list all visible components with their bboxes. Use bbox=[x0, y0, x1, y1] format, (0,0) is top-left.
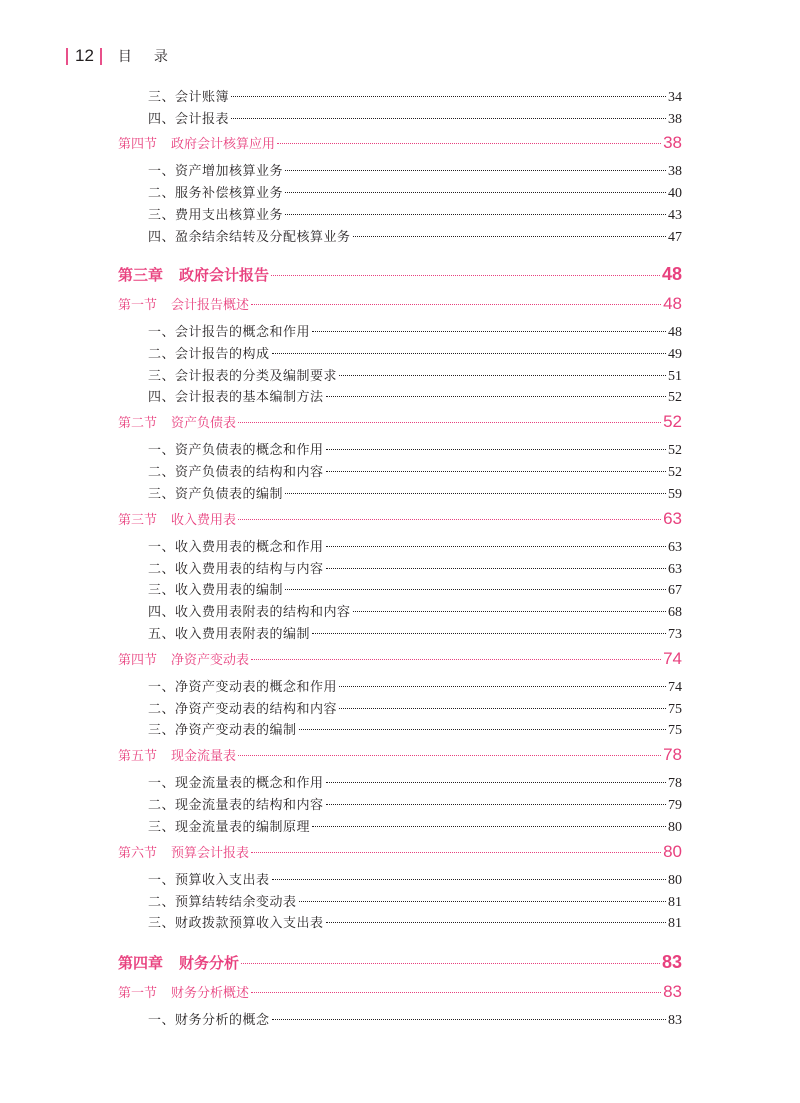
toc-item[interactable] bbox=[148, 772, 682, 792]
toc-item-label: 二、服务补偿核算业务 bbox=[148, 186, 284, 201]
dot-leader bbox=[285, 589, 666, 590]
toc-item-label: 四、盈余结余结转及分配核算业务 bbox=[148, 230, 351, 245]
header-bar-right bbox=[100, 48, 102, 65]
toc-section[interactable] bbox=[118, 745, 682, 765]
toc-section-title: 净资产变动表 bbox=[171, 653, 250, 668]
toc-item[interactable] bbox=[148, 912, 682, 932]
toc-item[interactable] bbox=[148, 321, 682, 341]
dot-leader bbox=[353, 236, 666, 237]
toc-item[interactable] bbox=[148, 891, 682, 911]
toc-section[interactable] bbox=[118, 649, 682, 669]
dot-leader bbox=[272, 1019, 666, 1020]
toc-item-label: 一、会计报告的概念和作用 bbox=[148, 325, 311, 340]
toc-page-number: 47 bbox=[668, 230, 682, 245]
toc-item[interactable] bbox=[148, 386, 682, 406]
toc-page-number: 83 bbox=[661, 952, 682, 972]
toc-page-number: 78 bbox=[663, 745, 682, 764]
toc-page-number: 48 bbox=[661, 264, 682, 284]
toc-page-number: 81 bbox=[668, 895, 682, 910]
toc-chapter-number: 第三章 bbox=[118, 266, 164, 284]
dot-leader bbox=[231, 96, 666, 97]
toc-section-label bbox=[118, 412, 236, 431]
toc-chapter[interactable] bbox=[118, 264, 682, 285]
toc-item-label: 二、预算结转结余变动表 bbox=[148, 895, 297, 910]
dot-leader bbox=[299, 901, 666, 902]
toc-item[interactable] bbox=[148, 794, 682, 814]
toc-page-number: 75 bbox=[668, 723, 682, 738]
toc-item-label: 四、收入费用表附表的结构和内容 bbox=[148, 605, 351, 620]
toc-section-number: 第四节 bbox=[118, 137, 158, 152]
toc-item-label: 一、现金流量表的概念和作用 bbox=[148, 776, 324, 791]
toc-item-label: 一、净资产变动表的概念和作用 bbox=[148, 680, 338, 695]
toc-page-number: 80 bbox=[663, 842, 682, 861]
toc-section-label bbox=[118, 982, 249, 1001]
dot-leader bbox=[326, 396, 666, 397]
dot-leader bbox=[339, 708, 666, 709]
toc-page-number: 52 bbox=[668, 390, 682, 405]
dot-leader bbox=[272, 879, 666, 880]
toc-page-number: 63 bbox=[663, 509, 682, 528]
toc-item-label: 一、财务分析的概念 bbox=[148, 1013, 270, 1028]
toc-section-title: 政府会计核算应用 bbox=[171, 137, 276, 152]
toc-item-label: 五、收入费用表附表的编制 bbox=[148, 627, 311, 642]
toc-page-number: 68 bbox=[668, 605, 682, 620]
toc-page-number: 79 bbox=[668, 798, 682, 813]
toc-item-label: 二、资产负债表的结构和内容 bbox=[148, 465, 324, 480]
toc-item-label: 三、现金流量表的编制原理 bbox=[148, 820, 311, 835]
toc-item-label: 三、财政拨款预算收入支出表 bbox=[148, 916, 324, 931]
toc-item[interactable] bbox=[148, 558, 682, 578]
dot-leader bbox=[241, 963, 660, 964]
toc-page-number: 78 bbox=[668, 776, 682, 791]
toc-item[interactable] bbox=[148, 676, 682, 696]
toc-item[interactable] bbox=[148, 579, 682, 599]
toc-section-label bbox=[118, 133, 275, 152]
toc-item-label: 三、净资产变动表的编制 bbox=[148, 723, 297, 738]
toc-item-label: 四、会计报表 bbox=[148, 112, 230, 127]
toc-item[interactable] bbox=[148, 108, 682, 128]
toc-page-number: 80 bbox=[668, 873, 682, 888]
toc-chapter[interactable] bbox=[118, 952, 682, 973]
toc-page-number: 83 bbox=[663, 982, 682, 1001]
dot-leader bbox=[238, 755, 661, 756]
dot-leader bbox=[326, 782, 666, 783]
toc-page-number: 67 bbox=[668, 583, 682, 598]
toc-item[interactable] bbox=[148, 182, 682, 202]
toc-page-number: 74 bbox=[668, 680, 682, 695]
dot-leader bbox=[326, 804, 666, 805]
toc-item-label: 三、收入费用表的编制 bbox=[148, 583, 284, 598]
toc-item[interactable] bbox=[148, 816, 682, 836]
toc-item-label: 一、预算收入支出表 bbox=[148, 873, 270, 888]
toc-section-number: 第三节 bbox=[118, 513, 158, 528]
toc-section-label bbox=[118, 745, 236, 764]
dot-leader bbox=[285, 493, 666, 494]
toc-item[interactable] bbox=[148, 343, 682, 363]
toc-page-number: 52 bbox=[668, 465, 682, 480]
dot-leader bbox=[285, 214, 666, 215]
toc-item-label: 二、现金流量表的结构和内容 bbox=[148, 798, 324, 813]
toc-item[interactable] bbox=[148, 160, 682, 180]
dot-leader bbox=[251, 304, 661, 305]
toc-page-number: 49 bbox=[668, 347, 682, 362]
toc-page-number: 59 bbox=[668, 487, 682, 502]
toc-page-number: 74 bbox=[663, 649, 682, 668]
toc-item[interactable] bbox=[148, 86, 682, 106]
toc-item-label: 一、收入费用表的概念和作用 bbox=[148, 540, 324, 555]
toc-section-title: 会计报告概述 bbox=[171, 298, 250, 313]
toc-item[interactable] bbox=[148, 204, 682, 224]
toc-chapter-title: 财务分析 bbox=[179, 954, 240, 972]
toc-section-number: 第一节 bbox=[118, 986, 158, 1001]
dot-leader bbox=[326, 922, 666, 923]
toc-page-number: 34 bbox=[668, 90, 682, 105]
toc-item[interactable] bbox=[148, 483, 682, 503]
dot-leader bbox=[251, 852, 661, 853]
dot-leader bbox=[312, 826, 666, 827]
toc-item-label: 三、会计账簿 bbox=[148, 90, 230, 105]
toc-section-label bbox=[118, 842, 249, 861]
dot-leader bbox=[312, 331, 666, 332]
toc-page-number: 52 bbox=[668, 443, 682, 458]
header-bar-left bbox=[66, 48, 68, 65]
toc-section[interactable] bbox=[118, 842, 682, 862]
toc-page-number: 81 bbox=[668, 916, 682, 931]
toc-section-title: 收入费用表 bbox=[171, 513, 237, 528]
toc-item[interactable] bbox=[148, 439, 682, 459]
dot-leader bbox=[299, 729, 666, 730]
toc-page-number: 51 bbox=[668, 369, 682, 384]
toc-section-number: 第六节 bbox=[118, 846, 158, 861]
toc-item[interactable] bbox=[148, 461, 682, 481]
toc-item-label: 三、会计报表的分类及编制要求 bbox=[148, 369, 338, 384]
toc-page-number: 43 bbox=[668, 208, 682, 223]
toc-section-label bbox=[118, 294, 249, 313]
dot-leader bbox=[277, 143, 661, 144]
page-header bbox=[66, 45, 190, 67]
toc-item[interactable] bbox=[148, 623, 682, 643]
toc-section-number: 第二节 bbox=[118, 416, 158, 431]
dot-leader bbox=[339, 686, 666, 687]
toc-page-number: 38 bbox=[668, 164, 682, 179]
toc-section-label bbox=[118, 509, 236, 528]
toc-item-label: 三、资产负债表的编制 bbox=[148, 487, 284, 502]
dot-leader bbox=[238, 519, 661, 520]
toc-item[interactable] bbox=[148, 226, 682, 246]
toc-section-title: 财务分析概述 bbox=[171, 986, 250, 1001]
toc-section-title: 现金流量表 bbox=[171, 749, 237, 764]
toc-section-label bbox=[118, 649, 249, 668]
toc-chapter-label bbox=[118, 952, 239, 973]
toc-page-number: 63 bbox=[668, 540, 682, 555]
toc-chapter-label bbox=[118, 264, 269, 285]
dot-leader bbox=[271, 275, 660, 276]
dot-leader bbox=[251, 659, 661, 660]
toc-page-number: 48 bbox=[663, 294, 682, 313]
toc-item-label: 一、资产增加核算业务 bbox=[148, 164, 284, 179]
toc-page-number: 48 bbox=[668, 325, 682, 340]
toc-item-label: 四、会计报表的基本编制方法 bbox=[148, 390, 324, 405]
toc-page-number: 38 bbox=[668, 112, 682, 127]
page-number: 12 bbox=[75, 46, 94, 65]
dot-leader bbox=[353, 611, 666, 612]
toc-section[interactable] bbox=[118, 412, 682, 432]
toc-section-number: 第四节 bbox=[118, 653, 158, 668]
toc-item-label: 三、费用支出核算业务 bbox=[148, 208, 284, 223]
toc-section[interactable] bbox=[118, 509, 682, 529]
toc-item-label: 二、收入费用表的结构与内容 bbox=[148, 562, 324, 577]
toc-item[interactable] bbox=[148, 869, 682, 889]
toc-page-number: 80 bbox=[668, 820, 682, 835]
toc-item[interactable] bbox=[148, 1009, 682, 1029]
toc-chapter-title: 政府会计报告 bbox=[179, 266, 270, 284]
dot-leader bbox=[272, 353, 666, 354]
toc-page-number: 75 bbox=[668, 702, 682, 717]
dot-leader bbox=[339, 375, 666, 376]
toc-section-title: 资产负债表 bbox=[171, 416, 237, 431]
toc-section[interactable] bbox=[118, 982, 682, 1002]
toc-section[interactable] bbox=[118, 294, 682, 314]
toc-item[interactable] bbox=[148, 698, 682, 718]
dot-leader bbox=[251, 992, 661, 993]
toc-item-label: 二、会计报告的构成 bbox=[148, 347, 270, 362]
toc-chapter-number: 第四章 bbox=[118, 954, 164, 972]
toc-item[interactable] bbox=[148, 365, 682, 385]
toc-section-title: 预算会计报表 bbox=[171, 846, 250, 861]
toc-page-number: 38 bbox=[663, 133, 682, 152]
toc-page-number: 83 bbox=[668, 1013, 682, 1028]
toc-page-number: 52 bbox=[663, 412, 682, 431]
dot-leader bbox=[312, 633, 666, 634]
toc-item-label: 二、净资产变动表的结构和内容 bbox=[148, 702, 338, 717]
dot-leader bbox=[326, 471, 666, 472]
dot-leader bbox=[285, 170, 666, 171]
toc-section[interactable] bbox=[118, 133, 682, 153]
toc-page-number: 63 bbox=[668, 562, 682, 577]
toc-page-number: 73 bbox=[668, 627, 682, 642]
toc-item[interactable] bbox=[148, 536, 682, 556]
toc-item[interactable] bbox=[148, 719, 682, 739]
dot-leader bbox=[238, 422, 661, 423]
dot-leader bbox=[326, 546, 666, 547]
dot-leader bbox=[326, 449, 666, 450]
dot-leader bbox=[326, 568, 666, 569]
toc-section-number: 第一节 bbox=[118, 298, 158, 313]
toc-item-label: 一、资产负债表的概念和作用 bbox=[148, 443, 324, 458]
toc-page-number: 40 bbox=[668, 186, 682, 201]
toc-section-number: 第五节 bbox=[118, 749, 158, 764]
dot-leader bbox=[285, 192, 666, 193]
dot-leader bbox=[231, 118, 666, 119]
toc-item[interactable] bbox=[148, 601, 682, 621]
running-title: 目录 bbox=[117, 48, 190, 64]
